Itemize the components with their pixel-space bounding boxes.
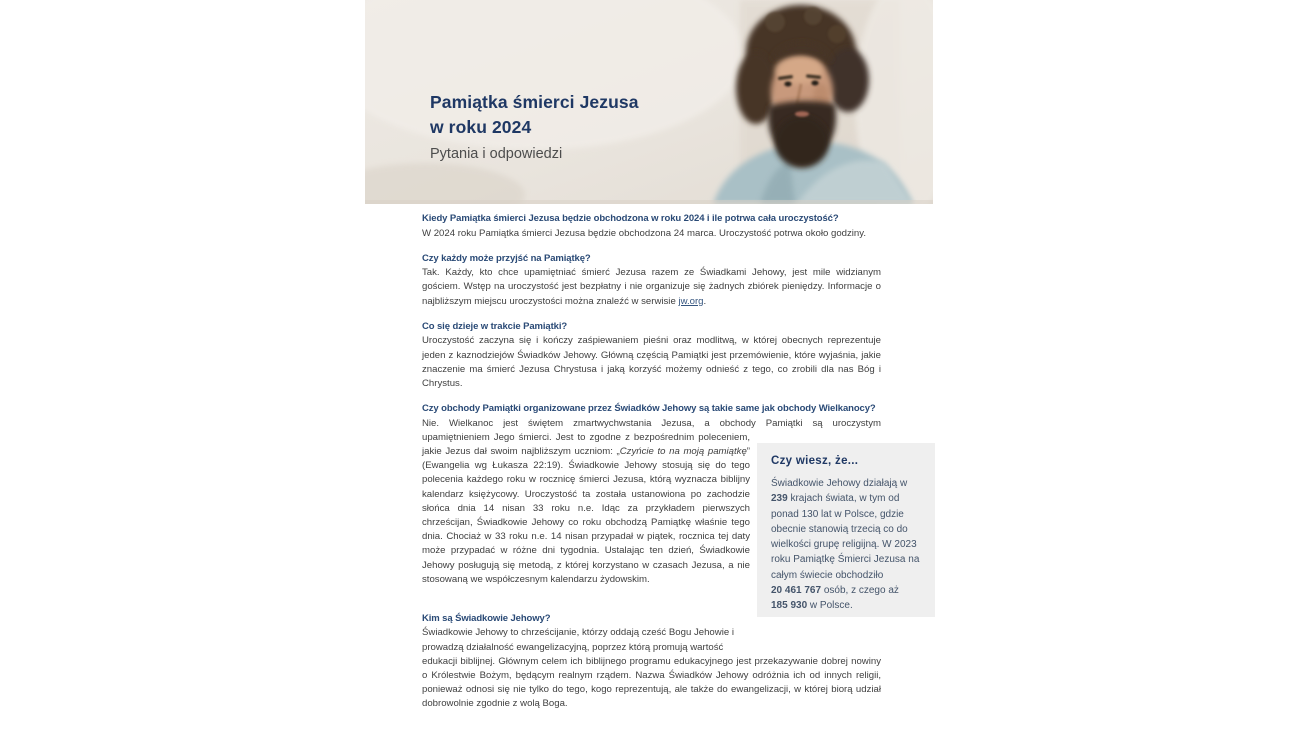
page-subtitle: Pytania i odpowiedzi — [430, 146, 563, 162]
page-title-line1: Pamiątka śmierci Jezusa — [430, 92, 639, 112]
body-text-after-link: . — [703, 295, 707, 307]
fact-text-1: Świadkowie Jehowy działają w — [771, 478, 908, 489]
jworg-link[interactable]: jw.org — [678, 295, 704, 307]
section-who-are-witnesses-body-narrow: Świadkowie Jehowy to chrześcijanie, którzy oddają cześć Bogu Jehowie i prowadzą działalność ewangelizacyjną, poprzez którą promują wartość — [422, 627, 734, 653]
section-who-are-witnesses-body-wide: edukacji biblijnej. Głównym celem ich biblijnego programu edukacyjnego jest przekazywanie dobrej nowiny o Królestwie Bożym, będącym realnym rządem. Nazwa Świadków Jehowy odróżnia ich od innych religii, ponieważ odnosi się nie tylko do tego, kogo reprezentują, ale także do ewangelizacji, w której biorą udział dobrowolnie zgodnie z wolą Boga. — [422, 655, 881, 710]
section-what-happens — [422, 320, 881, 391]
body-text-before-link: Tak. Każdy, kto chce upamiętniać śmierć Jezusa razem ze Świadkami Jehowy, jest mile widzianym gościem. Wstęp na uroczystość jest bezpłatny i nie organizuje się żadnych zbiórek pieniędzy. Informacje o najbliższym miejscu uroczystości można znaleźć w serwisie — [422, 267, 881, 307]
section-who-can-come-body — [422, 266, 881, 309]
did-you-know-body — [771, 476, 921, 614]
fact-world-attendance: 20 461 767 — [771, 585, 822, 597]
did-you-know-heading: Czy wiesz, że... — [771, 455, 859, 467]
section-easter-comparison-heading: Czy obchody Pamiątki organizowane przez Świadków Jehowy są takie same jak obchody Wielkanocy? — [422, 403, 876, 415]
fact-poland-attendance: 185 930 — [771, 600, 808, 612]
section-when — [422, 212, 881, 241]
fact-text-2: krajach świata, w tym od ponad 130 lat w Polsce, gdzie obecnie stanowią trzecią co do wielkości grupę religijną. W 2023 roku Pamiątkę Śmierci Jezusa na całym świecie obchodziło — [771, 493, 920, 581]
body-text-post-quote: ” (Ewangelia wg Łukasza 22:19). Świadkowie Jehowy stosują się do tego polecenia każdego roku w rocznicę śmierci Jezusa, którą wyznacza biblijny kalendarz księżycowy. Uroczystość ta została ustanowiona po zachodzie słońca dnia 14 nisan 33 roku n.e. Idąc za przykładem pierwszych chrześcijan, Świadkowie Jehowy co roku obchodzą Pamiątkę właśnie tego dnia. Chociaż w 33 roku n.e. 14 nisan przypadał w piątek, rocznica tej daty może przypadać w różne dni tygodnia. Ustalając ten dzień, Świadkowie Jehowy posługują się metodą, z której korzystano w czasach Jezusa, a nie stosowaną we współczesnym kalendarzu żydowskim. — [422, 446, 750, 585]
section-when-heading: Kiedy Pamiątka śmierci Jezusa będzie obchodzona w roku 2024 i ile potrwa cała uroczystość? — [422, 213, 839, 224]
section-who-can-come-heading: Czy każdy może przyjść na Pamiątkę? — [422, 252, 591, 264]
section-who-are-witnesses — [422, 612, 881, 712]
section-who-can-come — [422, 252, 881, 309]
did-you-know-box — [757, 443, 935, 617]
scripture-quote: Czyńcie to na moją pamiątkę — [619, 446, 747, 458]
section-easter-comparison-body — [422, 431, 750, 601]
fact-text-3: osób, z czego aż — [821, 585, 899, 597]
header-banner — [365, 0, 933, 204]
section-what-happens-body: Uroczystość zaczyna się i kończy zaśpiewaniem pieśni oraz modlitwą, w której obecnych reprezentuje jeden z kaznodziejów Świadków Jehowy. Główną częścią Pamiątki jest przemówienie, które wyjaśnia, jakie znaczenie ma śmierć Jezusa Chrystusa i jaką korzyść możemy odnieść z tego, co zrobili dla nas Bóg i Chrystus. — [422, 335, 881, 389]
section-when-body: W 2024 roku Pamiątka śmierci Jezusa będzie obchodzona 24 marca. Uroczystość potrwa około godziny. — [422, 227, 867, 239]
fact-countries-count: 239 — [771, 493, 788, 505]
fact-text-4: w Polsce. — [807, 600, 853, 612]
body-text-pre-quote: upamiętnieniem Jego śmierci. Jest to zgodne z bezpośrednim poleceniem, jakie Jezus dał swoim najbliższym uczniom: „ — [422, 431, 750, 458]
section-who-are-witnesses-heading: Kim są Świadkowie Jehowy? — [422, 612, 551, 624]
section-easter-comparison-intro: Nie. Wielkanoc jest świętem zmartwychwstania Jezusa, a obchody Pamiątki są uroczystym — [422, 417, 881, 429]
section-what-happens-heading: Co się dzieje w trakcie Pamiątki? — [422, 320, 568, 332]
page-title-line2: w roku 2024 — [430, 117, 532, 137]
hero-text-block — [430, 90, 639, 164]
